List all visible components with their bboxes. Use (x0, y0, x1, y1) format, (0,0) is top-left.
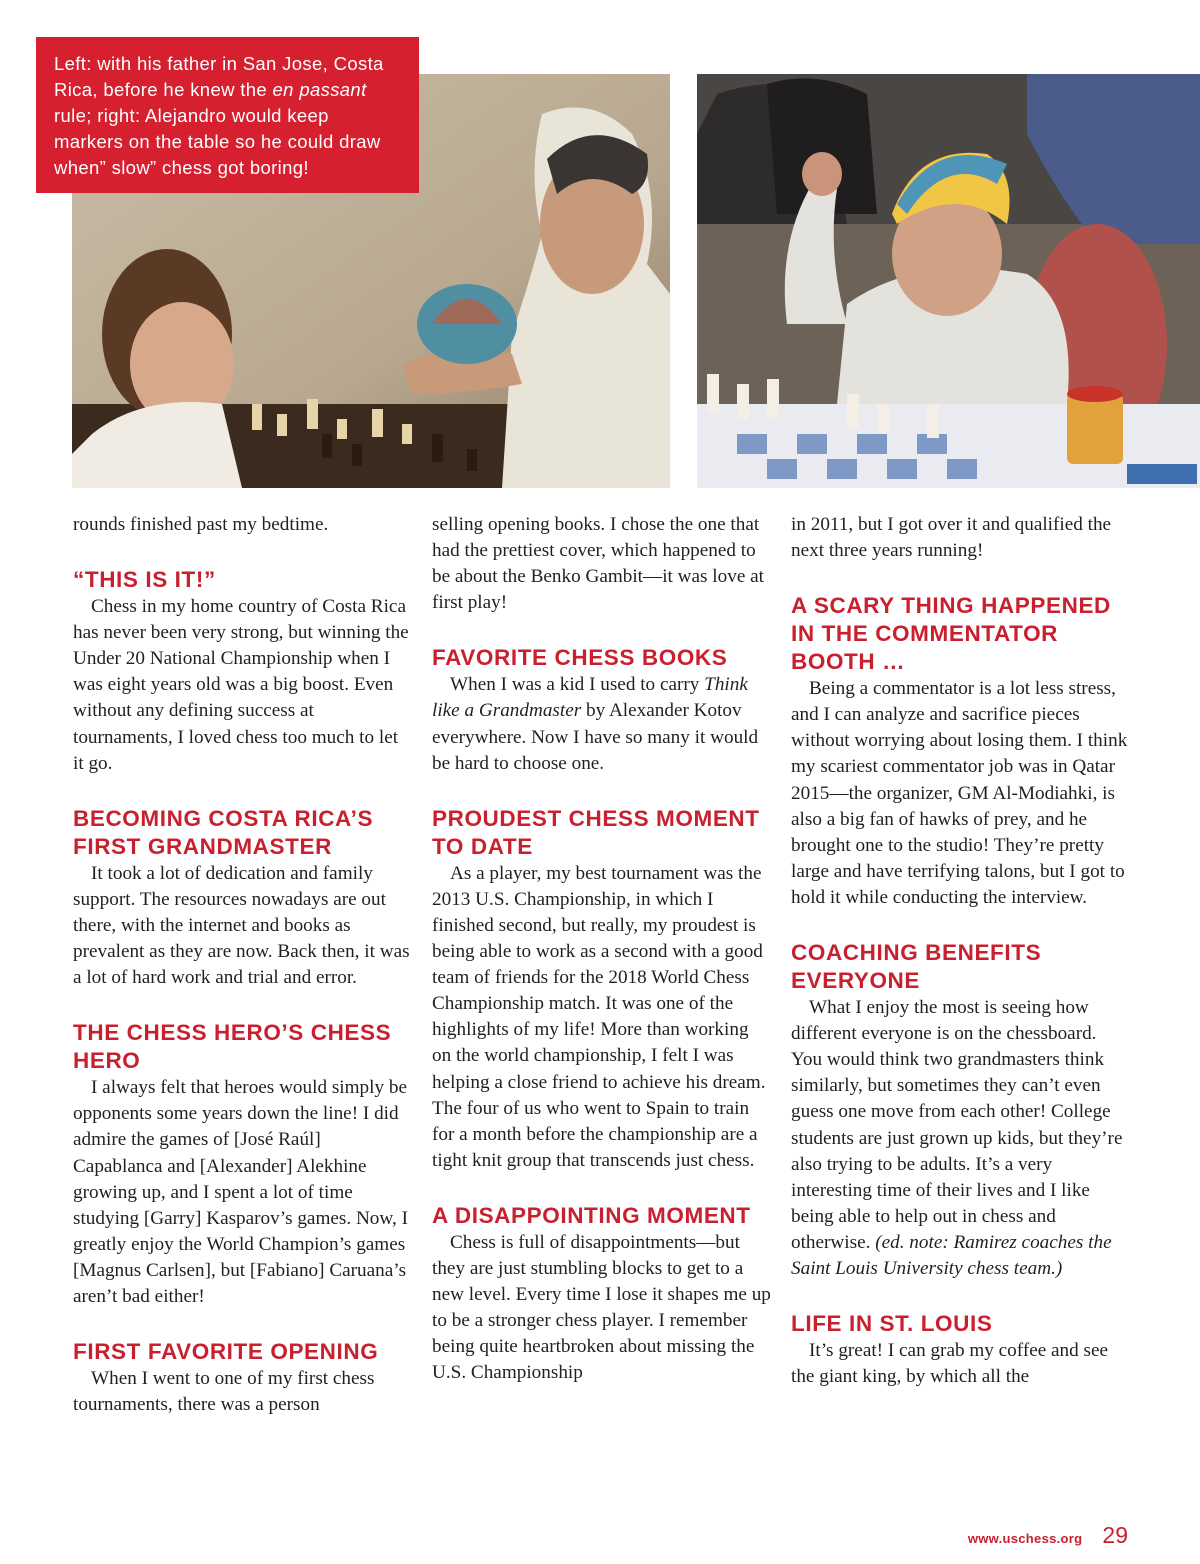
section-heading: FIRST FAVORITE OPENING (73, 1339, 379, 1365)
paragraph: Being a commentator is a lot less stress, and I can analyze and sacrifice pieces without worrying about losing them. I think my scariest commentator job was in Qatar 2015—the organizer, GM Al-Modiahki, is also a big fan of hawks of prey, and he brought one to the studio! They’re pretty large and have terrifying talons, but I got to hold it while conducting the interview. (791, 678, 1128, 908)
paragraph: As a player, my best tournament was the 2013 U.S. Championship, in which I finished second, but really, my proudest is being able to work as a second with a good team of friends for the 2018 World Chess Championship match. It was one of the highlights of my life! More than working on the world championship, I felt I was helping a close friend to achieve his dream. The four of us who went to Spain to train for a month before the championship are a tight knit group that transcends just chess. (432, 862, 766, 1171)
paragraph-text: When I was a kid I used to carry (450, 674, 705, 696)
paragraph: Chess in my home country of Costa Rica has never been very strong, but winning the Under 20 National Championship when I was eight years old was a big boost. Even without any defining success at tournaments, I loved chess too much to let it go. (73, 596, 409, 774)
section-heading: A DISAPPOINTING MOMENT (432, 1202, 751, 1228)
paragraph: Chess is full of disappointments—but they are just stumbling blocks to get to a new level. Every time I lose it shapes me up to be a stronger chess player. I remember being quite heartbroken about missing the U.S. Championship (432, 1231, 771, 1384)
section-heading: LIFE IN ST. LOUIS (791, 1311, 993, 1337)
book-title: Think like a Grandmaster (432, 674, 748, 722)
photo-boy-at-tournament (697, 74, 1200, 488)
section-heading: BECOMING COSTA RICA’S FIRST GRANDMASTER (73, 805, 374, 859)
section-heading: PROUDEST CHESS MOMENT TO DATE (432, 805, 760, 859)
photo-caption (36, 37, 419, 193)
paragraph: I always felt that heroes would simply be opponents some years down the line! I did admire the games of [José Raúl] Capablanca and [Alexander] Alekhine growing up, and I spent a lot of time studying [Garry] Kasparov’s games. Now, I greatly enjoy the World Champion’s games [Magnus Carlsen], but [Fabiano] Caruana’s aren’t bad either! (73, 1077, 408, 1307)
section-heading: FAVORITE CHESS BOOKS (432, 645, 728, 671)
section-heading: COACHING BENEFITS EVERYONE (791, 940, 1042, 994)
page-footer (968, 1522, 1128, 1550)
section-heading: A SCARY THING HAPPENED IN THE COMMENTATOR BOOTH … (791, 593, 1111, 675)
caption-text-2: rule; right: Alejandro would keep markers on the table so he could draw when” slow” chess got boring! (54, 105, 381, 178)
website-link[interactable]: www.uschess.org (967, 1531, 1083, 1546)
section-heading: THE CHESS HERO’S CHESS HERO (73, 1020, 392, 1074)
caption-emphasis: en passant (272, 79, 367, 100)
article-column-3 (791, 512, 1131, 1390)
paragraph: When I went to one of my first chess tournaments, there was a person (73, 1368, 375, 1416)
section-heading: “THIS IS IT!” (73, 567, 216, 593)
paragraph-text: by Alexander Kotov everywhere. Now I have so many it would be hard to choose one. (432, 700, 759, 774)
article-column-1 (73, 512, 413, 1418)
paragraph (791, 995, 1131, 1282)
paragraph: in 2011, but I got over it and qualified the next three years running! (791, 514, 1112, 562)
caption-text-1: Left: with his father in San Jose, Costa Rica, before he knew the (54, 53, 384, 100)
page-number: 29 (1102, 1522, 1128, 1548)
paragraph (432, 672, 772, 776)
paragraph-text: What I enjoy the most is seeing how different everyone is on the chessboard. You would think two grandmasters think similarly, but sometimes they can’t even guess one move from each other! College students are just grown up kids, but they’re also trying to be adults. It’s a very interesting time of their lives and I like being able to help out in chess and otherwise. (791, 997, 1123, 1253)
paragraph: selling opening books. I chose the one that had the prettiest cover, which happened to be about the Benko Gambit—it was love at first play! (432, 514, 764, 614)
paragraph: rounds finished past my bedtime. (73, 514, 329, 535)
editor-note: (ed. note: Ramirez coaches the Saint Louis University chess team.) (791, 1231, 1112, 1279)
paragraph: It’s great! I can grab my coffee and see the giant king, by which all the (791, 1340, 1109, 1388)
article-column-2 (432, 512, 772, 1386)
paragraph: It took a lot of dedication and family support. The resources nowadays are out there, with the internet and books as prevalent as they are now. Back then, it was a lot of hard work and trial and error. (73, 862, 410, 989)
